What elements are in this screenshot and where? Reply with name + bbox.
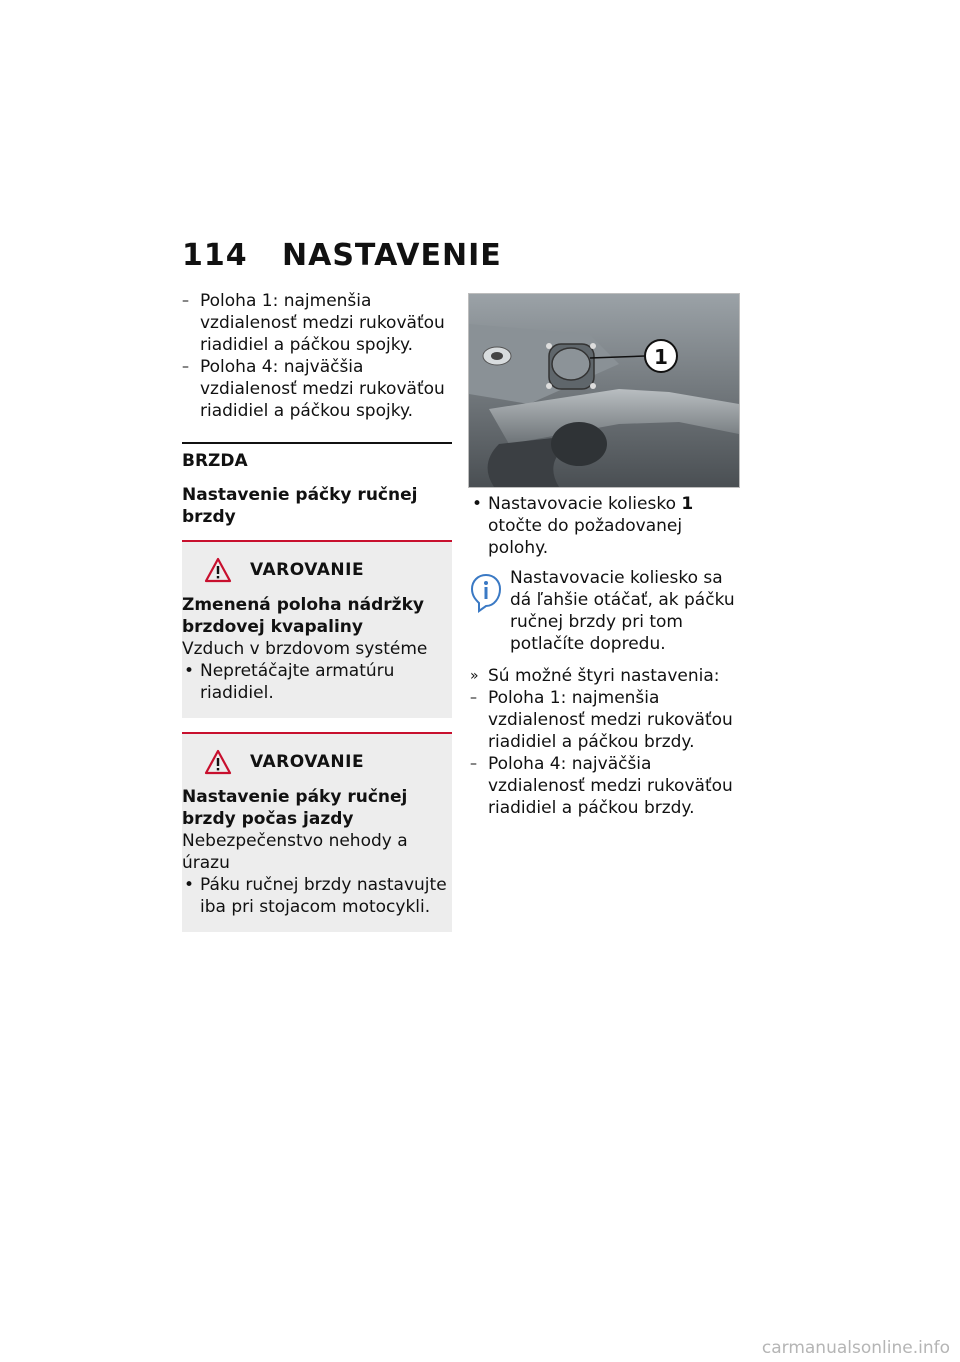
warning-triangle-icon <box>204 749 232 775</box>
instruction-suffix: otočte do požadovanej polohy. <box>488 516 683 558</box>
warning-label: VAROVANIE <box>250 752 365 772</box>
brake-lever-illustration <box>469 294 739 487</box>
brake-position-4: – Poloha 4: najväčšia vzdialenosť medzi rukoväťou riadidiel a páčkou brzdy. <box>470 753 740 819</box>
info-icon <box>470 573 502 613</box>
instruction-prefix: Nastavovacie koliesko <box>488 494 676 514</box>
warning-box-riding <box>182 732 452 932</box>
warning-body <box>182 776 452 918</box>
warning-body <box>182 584 452 704</box>
instruction-ref: 1 <box>681 494 694 514</box>
brake-position-1: – Poloha 1: najmenšia vzdialenosť medzi rukoväťou riadidiel a páčkou brzdy. <box>470 687 740 753</box>
warning-title: Zmenená poloha nádržky brzdovej kvapaliny <box>182 595 424 637</box>
info-note <box>470 567 740 655</box>
section-title: BRZDA <box>182 451 248 471</box>
brake-lever-figure <box>468 293 740 488</box>
warning-instruction: • Nepretáčajte armatúru riadidiel. <box>182 660 452 704</box>
warning-header <box>182 748 452 776</box>
page-number: 114 <box>182 238 248 273</box>
warning-title: Nastavenie páky ručnej brzdy počas jazdy <box>182 787 408 829</box>
clutch-position-4: – Poloha 4: najväčšia vzdialenosť medzi rukoväťou riadidiel a páčkou spojky. <box>182 356 452 422</box>
warning-triangle-icon <box>204 557 232 583</box>
clutch-position-1: – Poloha 1: najmenšia vzdialenosť medzi rukoväťou riadidiel a páčkou spojky. <box>182 290 452 356</box>
page-header <box>182 238 502 273</box>
watermark: carmanualsonline.info <box>761 1338 950 1358</box>
left-column <box>182 290 452 932</box>
warning-instruction: • Páku ručnej brzdy nastavujte iba pri stojacom motocykli. <box>182 874 452 918</box>
figure-callout-1: 1 <box>654 345 668 369</box>
warning-label: VAROVANIE <box>250 560 365 580</box>
warning-header <box>182 556 452 584</box>
info-text: Nastavovacie koliesko sa dá ľahšie otáčať, ak páčku ručnej brzdy pri tom potlačíte dopredu. <box>510 568 735 654</box>
warning-text: Vzduch v brzdovom systéme <box>182 639 428 659</box>
right-column <box>470 493 740 819</box>
warning-box-reservoir <box>182 540 452 718</box>
warning-text: Nebezpečenstvo nehody a úrazu <box>182 831 408 873</box>
adjust-wheel-instruction <box>470 493 740 559</box>
subsection-title: Nastavenie páčky ručnej brzdy <box>182 485 418 527</box>
result-statement: » Sú možné štyri nastavenia: <box>470 665 740 687</box>
page-section-title: NASTAVENIE <box>282 238 502 273</box>
section-divider <box>182 442 452 444</box>
